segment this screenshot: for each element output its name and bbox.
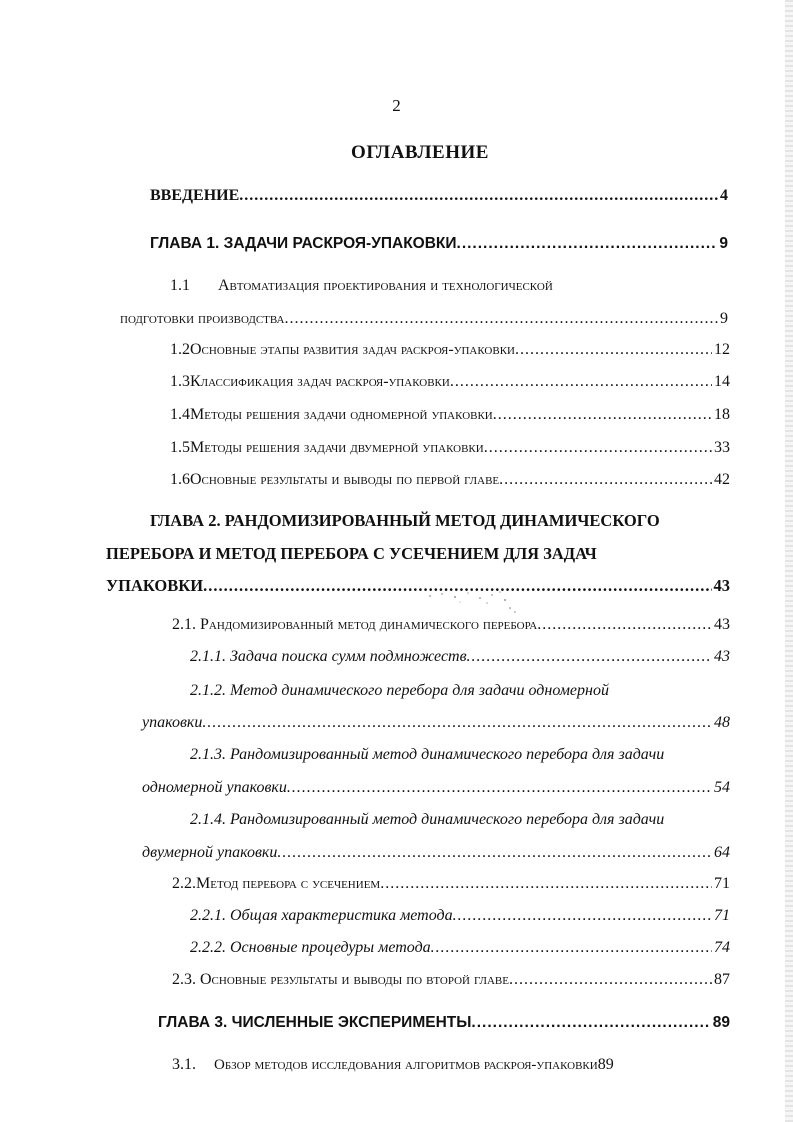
toc-1-3-label: Классификация задач раскроя-упаковки [190,373,450,390]
toc-2-2[interactable] [172,874,730,894]
toc-leader [287,778,712,798]
toc-1-1-label-line2: подготовки производства [120,310,285,327]
toc-2-1-2-line2[interactable] [142,713,730,733]
toc-chapter-3-page: 89 [712,1014,730,1031]
page-title: ОГЛАВЛЕНИЕ [351,142,489,163]
toc-chapter-2-page: 43 [713,576,730,595]
toc-2-1-3-line2[interactable] [142,778,730,798]
toc-2-1-3-label-line2: одномерной упаковки [142,779,287,796]
toc-1-4-page: 18 [714,406,730,423]
page-number: 2 [392,96,401,115]
toc-2-2-2[interactable] [190,938,730,958]
toc-intro-label: ВВЕДЕНИЕ [150,187,240,204]
toc-1-3-page: 14 [714,373,730,390]
toc-2-3-label: 2.3. Основные результаты и выводы по второй главе [172,971,509,988]
toc-2-3[interactable] [172,970,730,990]
toc-1-2-number: 1.2 [170,341,190,358]
toc-intro-page: 4 [720,187,728,204]
toc-1-5-page: 33 [714,439,730,456]
toc-1-1-label-line1: Автоматизация проектирования и технологической [218,277,553,294]
toc-1-1-line1[interactable] [170,276,553,296]
toc-leader [484,438,712,458]
toc-1-1-number: 1.1 [170,277,190,294]
toc-2-1-4-page: 64 [714,844,730,861]
toc-3-1[interactable] [172,1055,742,1075]
toc-1-2[interactable] [170,340,730,360]
toc-chapter-2-line3[interactable] [106,576,730,596]
toc-3-1-label: Обзор методов исследования алгоритмов раскроя-упаковки [214,1057,598,1073]
toc-leader [380,874,712,894]
toc-2-2-number: 2.2. [172,875,196,892]
toc-1-5-number: 1.5 [170,439,190,456]
toc-leader [471,1013,710,1033]
toc-leader [202,713,712,733]
toc-2-1-4-label-line2: двумерной упаковки [142,844,278,861]
toc-leader [457,234,718,254]
toc-2-1-4-line2[interactable] [142,843,730,863]
toc-2-1-1-label: 2.1.1. Задача поиска сумм подмножеств [190,648,467,665]
toc-2-1-3-line1[interactable]: 2.1.3. Рандомизированный метод динамического перебора для задачи [190,746,665,763]
toc-chapter-3-label: ГЛАВА 3. ЧИСЛЕННЫЕ ЭКСПЕРИМЕНТЫ [158,1014,472,1031]
scan-edge-artifact [785,0,793,1122]
toc-1-5-label: Методы решения задачи двумерной упаковки [190,439,484,456]
toc-chapter-2-line1[interactable]: ГЛАВА 2. РАНДОМИЗИРОВАННЫЙ МЕТОД ДИНАМИЧЕСКОГО [150,511,660,530]
toc-1-6-label: Основные результаты и выводы по первой главе [190,471,500,488]
toc-1-3-number: 1.3 [170,373,190,390]
toc-chapter-1[interactable] [150,234,728,254]
toc-2-1-2-label-line2: упаковки [142,714,203,731]
toc-2-2-label: Метод перебора с усечением [196,875,381,892]
toc-leader [284,309,718,329]
toc-chapter-2-label-line3: УПАКОВКИ [106,576,204,595]
toc-1-1-page: 9 [720,310,728,327]
toc-2-2-page: 71 [714,875,730,892]
toc-1-2-label: Основные этапы развития задач раскроя-упаковки [190,341,515,358]
toc-2-2-2-page: 74 [714,939,730,956]
toc-1-5[interactable] [170,438,730,458]
toc-leader [493,405,712,425]
toc-intro[interactable] [150,186,728,206]
toc-2-1-4-line1[interactable]: 2.1.4. Рандомизированный метод динамического перебора для задачи [190,811,665,828]
toc-2-1-3-page: 54 [714,779,730,796]
toc-chapter-2-line2[interactable]: ПЕРЕБОРА И МЕТОД ПЕРЕБОРА С УСЕЧЕНИЕМ ДЛЯ ЗАДАЧ [106,544,597,563]
toc-2-2-2-label: 2.2.2. Основные процедуры метода [190,939,431,956]
toc-2-1[interactable] [172,615,730,635]
toc-1-6-number: 1.6 [170,471,190,488]
toc-chapter-3[interactable] [158,1013,730,1033]
toc-2-1-2-page: 48 [714,714,730,731]
toc-leader [515,340,712,360]
toc-1-4-number: 1.4 [170,406,190,423]
toc-1-6[interactable] [170,470,730,490]
toc-leader [239,186,718,206]
toc-1-3[interactable] [170,372,730,392]
toc-1-1-line2[interactable] [120,309,728,329]
toc-3-1-page: 89 [597,1056,614,1073]
toc-2-2-1-label: 2.2.1. Общая характеристика метода [190,907,453,924]
toc-2-1-page: 43 [714,616,730,633]
toc-leader [450,372,712,392]
toc-2-1-1[interactable] [190,647,730,667]
toc-2-2-1[interactable] [190,906,730,926]
toc-2-1-1-page: 43 [714,648,730,665]
toc-leader [203,576,711,596]
toc-leader [499,470,712,490]
toc-leader [277,843,712,863]
toc-leader [467,647,712,667]
toc-2-3-page: 87 [714,971,730,988]
toc-leader [453,906,712,926]
toc-1-2-page: 12 [714,341,730,358]
toc-2-1-2-line1[interactable]: 2.1.2. Метод динамического перебора для задачи одномерной [190,682,609,699]
toc-chapter-1-page: 9 [719,235,728,252]
toc-1-4[interactable] [170,405,730,425]
toc-leader [431,938,712,958]
toc-leader [537,615,712,635]
toc-chapter-1-label: ГЛАВА 1. ЗАДАЧИ РАСКРОЯ-УПАКОВКИ [150,235,457,252]
toc-2-2-1-page: 71 [714,907,730,924]
toc-leader [509,970,712,990]
toc-1-4-label: Методы решения задачи одномерной упаковки [190,406,493,423]
toc-1-6-page: 42 [714,471,730,488]
toc-2-1-label: 2.1. Рандомизированный метод динамического перебора [172,616,538,633]
toc-3-1-number: 3.1. [172,1056,196,1073]
